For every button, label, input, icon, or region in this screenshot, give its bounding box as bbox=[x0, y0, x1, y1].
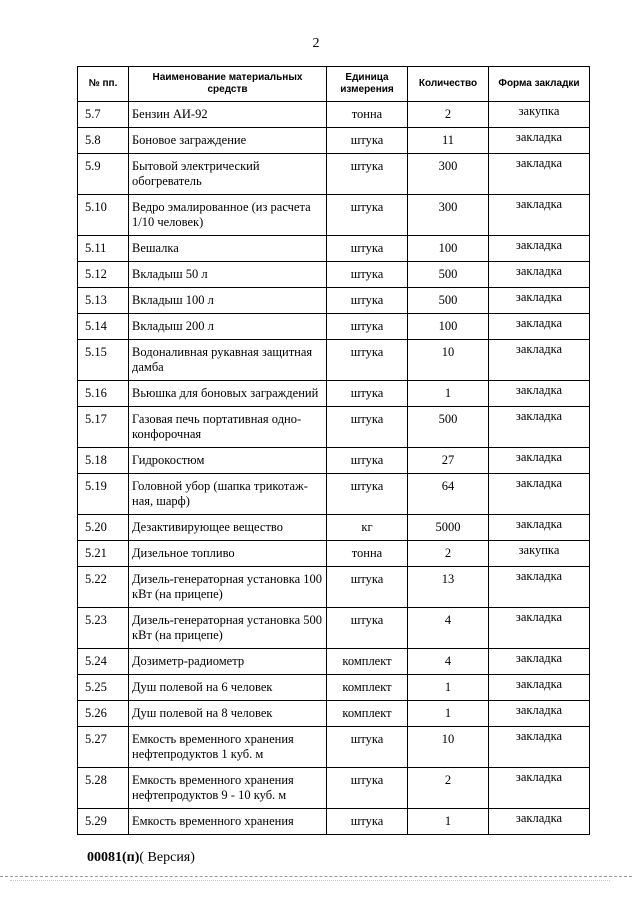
cell-qty: 500 bbox=[408, 407, 489, 448]
cell-form: закупка bbox=[489, 541, 590, 567]
cell-form: закладка bbox=[489, 381, 590, 407]
cell-qty: 500 bbox=[408, 262, 489, 288]
cell-name: Ведро эмалированное (из расчета 1/10 человек) bbox=[129, 195, 327, 236]
cell-num: 5.16 bbox=[78, 381, 129, 407]
cell-qty: 5000 bbox=[408, 515, 489, 541]
cell-unit: штука bbox=[327, 262, 408, 288]
table-row bbox=[78, 474, 590, 515]
cell-name: Бензин АИ-92 bbox=[129, 102, 327, 128]
cell-unit: штука bbox=[327, 809, 408, 835]
cell-unit: штука bbox=[327, 288, 408, 314]
cell-form: закладка bbox=[489, 474, 590, 515]
cell-form: закупка bbox=[489, 102, 590, 128]
cell-qty: 10 bbox=[408, 340, 489, 381]
header-name: Наименование материальных средств bbox=[129, 67, 327, 102]
table-row bbox=[78, 675, 590, 701]
table-row bbox=[78, 236, 590, 262]
materials-table bbox=[77, 66, 590, 835]
cell-form: закладка bbox=[489, 567, 590, 608]
cell-unit: штука bbox=[327, 314, 408, 340]
table-row bbox=[78, 340, 590, 381]
cell-num: 5.12 bbox=[78, 262, 129, 288]
cell-form: закладка bbox=[489, 649, 590, 675]
cell-unit: тонна bbox=[327, 102, 408, 128]
cell-form: закладка bbox=[489, 128, 590, 154]
cell-qty: 2 bbox=[408, 768, 489, 809]
cell-unit: штука bbox=[327, 448, 408, 474]
cell-name: Вкладыш 100 л bbox=[129, 288, 327, 314]
table-row bbox=[78, 448, 590, 474]
cell-qty: 300 bbox=[408, 195, 489, 236]
cell-form: закладка bbox=[489, 701, 590, 727]
cell-qty: 1 bbox=[408, 381, 489, 407]
cell-qty: 11 bbox=[408, 128, 489, 154]
cell-unit: тонна bbox=[327, 541, 408, 567]
cell-num: 5.14 bbox=[78, 314, 129, 340]
header-unit: Единица измерения bbox=[327, 67, 408, 102]
cell-form: закладка bbox=[489, 727, 590, 768]
cell-name: Дозиметр-радиометр bbox=[129, 649, 327, 675]
cell-num: 5.24 bbox=[78, 649, 129, 675]
cell-name: Душ полевой на 8 человек bbox=[129, 701, 327, 727]
table-row bbox=[78, 608, 590, 649]
cell-num: 5.10 bbox=[78, 195, 129, 236]
cell-qty: 13 bbox=[408, 567, 489, 608]
cell-qty: 4 bbox=[408, 649, 489, 675]
cell-form: закладка bbox=[489, 809, 590, 835]
cell-num: 5.9 bbox=[78, 154, 129, 195]
cell-form: закладка bbox=[489, 608, 590, 649]
table-row bbox=[78, 195, 590, 236]
cell-name: Емкость временного хранения нефтепродуктов 9 - 10 куб. м bbox=[129, 768, 327, 809]
cell-name: Дезактивирующее вещество bbox=[129, 515, 327, 541]
cell-unit: штука bbox=[327, 768, 408, 809]
table-row bbox=[78, 649, 590, 675]
cell-qty: 27 bbox=[408, 448, 489, 474]
cell-unit: штука bbox=[327, 128, 408, 154]
table-row bbox=[78, 809, 590, 835]
table-row bbox=[78, 128, 590, 154]
cell-name: Гидрокостюм bbox=[129, 448, 327, 474]
cell-num: 5.7 bbox=[78, 102, 129, 128]
cell-qty: 300 bbox=[408, 154, 489, 195]
cell-qty: 500 bbox=[408, 288, 489, 314]
header-qty: Количество bbox=[408, 67, 489, 102]
cell-unit: штука bbox=[327, 154, 408, 195]
cell-form: закладка bbox=[489, 515, 590, 541]
table-row bbox=[78, 262, 590, 288]
cell-num: 5.29 bbox=[78, 809, 129, 835]
cell-unit: штука bbox=[327, 195, 408, 236]
cell-num: 5.27 bbox=[78, 727, 129, 768]
cell-form: закладка bbox=[489, 675, 590, 701]
cell-num: 5.13 bbox=[78, 288, 129, 314]
document-version: ( Версия) bbox=[139, 850, 195, 865]
cell-form: закладка bbox=[489, 154, 590, 195]
cell-name: Вкладыш 50 л bbox=[129, 262, 327, 288]
table-row bbox=[78, 102, 590, 128]
table-row bbox=[78, 154, 590, 195]
table-row bbox=[78, 407, 590, 448]
cell-qty: 64 bbox=[408, 474, 489, 515]
cell-qty: 1 bbox=[408, 675, 489, 701]
cell-form: закладка bbox=[489, 340, 590, 381]
cell-form: закладка bbox=[489, 236, 590, 262]
cell-num: 5.19 bbox=[78, 474, 129, 515]
table-row bbox=[78, 381, 590, 407]
header-form: Форма закладки bbox=[489, 67, 590, 102]
cell-num: 5.17 bbox=[78, 407, 129, 448]
table-row bbox=[78, 515, 590, 541]
cell-name: Вешалка bbox=[129, 236, 327, 262]
cell-num: 5.21 bbox=[78, 541, 129, 567]
table-header-row bbox=[78, 67, 590, 102]
cell-unit: штука bbox=[327, 608, 408, 649]
table-row bbox=[78, 288, 590, 314]
cell-num: 5.28 bbox=[78, 768, 129, 809]
cell-name: Водоналивная рукавная защитная дамба bbox=[129, 340, 327, 381]
cell-qty: 4 bbox=[408, 608, 489, 649]
cell-qty: 10 bbox=[408, 727, 489, 768]
cell-num: 5.23 bbox=[78, 608, 129, 649]
cell-name: Дизель-генераторная установка 500 кВт (на прицепе) bbox=[129, 608, 327, 649]
cell-unit: штука bbox=[327, 381, 408, 407]
cell-unit: штука bbox=[327, 567, 408, 608]
cell-form: закладка bbox=[489, 768, 590, 809]
cell-form: закладка bbox=[489, 195, 590, 236]
table-row bbox=[78, 314, 590, 340]
cell-name: Дизельное топливо bbox=[129, 541, 327, 567]
cell-unit: штука bbox=[327, 474, 408, 515]
cell-name: Вкладыш 200 л bbox=[129, 314, 327, 340]
cell-num: 5.15 bbox=[78, 340, 129, 381]
cell-form: закладка bbox=[489, 288, 590, 314]
cell-name: Газовая печь портативная одно-конфорочная bbox=[129, 407, 327, 448]
cell-form: закладка bbox=[489, 262, 590, 288]
cell-qty: 2 bbox=[408, 541, 489, 567]
cell-name: Емкость временного хранения bbox=[129, 809, 327, 835]
cell-name: Дизель-генераторная установка 100 кВт (на прицепе) bbox=[129, 567, 327, 608]
cell-num: 5.18 bbox=[78, 448, 129, 474]
cell-unit: комплект bbox=[327, 701, 408, 727]
cell-num: 5.11 bbox=[78, 236, 129, 262]
table-row bbox=[78, 701, 590, 727]
cell-unit: комплект bbox=[327, 675, 408, 701]
document-code: 00081(п) bbox=[87, 850, 140, 865]
cell-unit: штука bbox=[327, 407, 408, 448]
cell-name: Бытовой электрический обогреватель bbox=[129, 154, 327, 195]
cell-name: Головной убор (шапка трикотаж-ная, шарф) bbox=[129, 474, 327, 515]
cell-form: закладка bbox=[489, 314, 590, 340]
scan-artifact-line bbox=[10, 880, 610, 882]
cell-qty: 100 bbox=[408, 236, 489, 262]
cell-form: закладка bbox=[489, 448, 590, 474]
table-row bbox=[78, 727, 590, 768]
cell-name: Емкость временного хранения нефтепродуктов 1 куб. м bbox=[129, 727, 327, 768]
cell-unit: штука bbox=[327, 727, 408, 768]
table-row bbox=[78, 541, 590, 567]
cell-name: Душ полевой на 6 человек bbox=[129, 675, 327, 701]
cell-qty: 1 bbox=[408, 809, 489, 835]
cell-unit: кг bbox=[327, 515, 408, 541]
cell-unit: штука bbox=[327, 236, 408, 262]
cell-unit: штука bbox=[327, 340, 408, 381]
header-num: № пп. bbox=[78, 67, 129, 102]
scan-artifact-line bbox=[0, 876, 632, 878]
cell-qty: 1 bbox=[408, 701, 489, 727]
cell-num: 5.25 bbox=[78, 675, 129, 701]
cell-num: 5.22 bbox=[78, 567, 129, 608]
document-footer bbox=[87, 850, 195, 866]
cell-name: Боновое заграждение bbox=[129, 128, 327, 154]
cell-num: 5.26 bbox=[78, 701, 129, 727]
cell-num: 5.20 bbox=[78, 515, 129, 541]
cell-name: Вьюшка для боновых заграждений bbox=[129, 381, 327, 407]
cell-qty: 2 bbox=[408, 102, 489, 128]
cell-unit: комплект bbox=[327, 649, 408, 675]
cell-qty: 100 bbox=[408, 314, 489, 340]
page-number: 2 bbox=[312, 36, 320, 51]
cell-num: 5.8 bbox=[78, 128, 129, 154]
cell-form: закладка bbox=[489, 407, 590, 448]
table-row bbox=[78, 768, 590, 809]
table-row bbox=[78, 567, 590, 608]
